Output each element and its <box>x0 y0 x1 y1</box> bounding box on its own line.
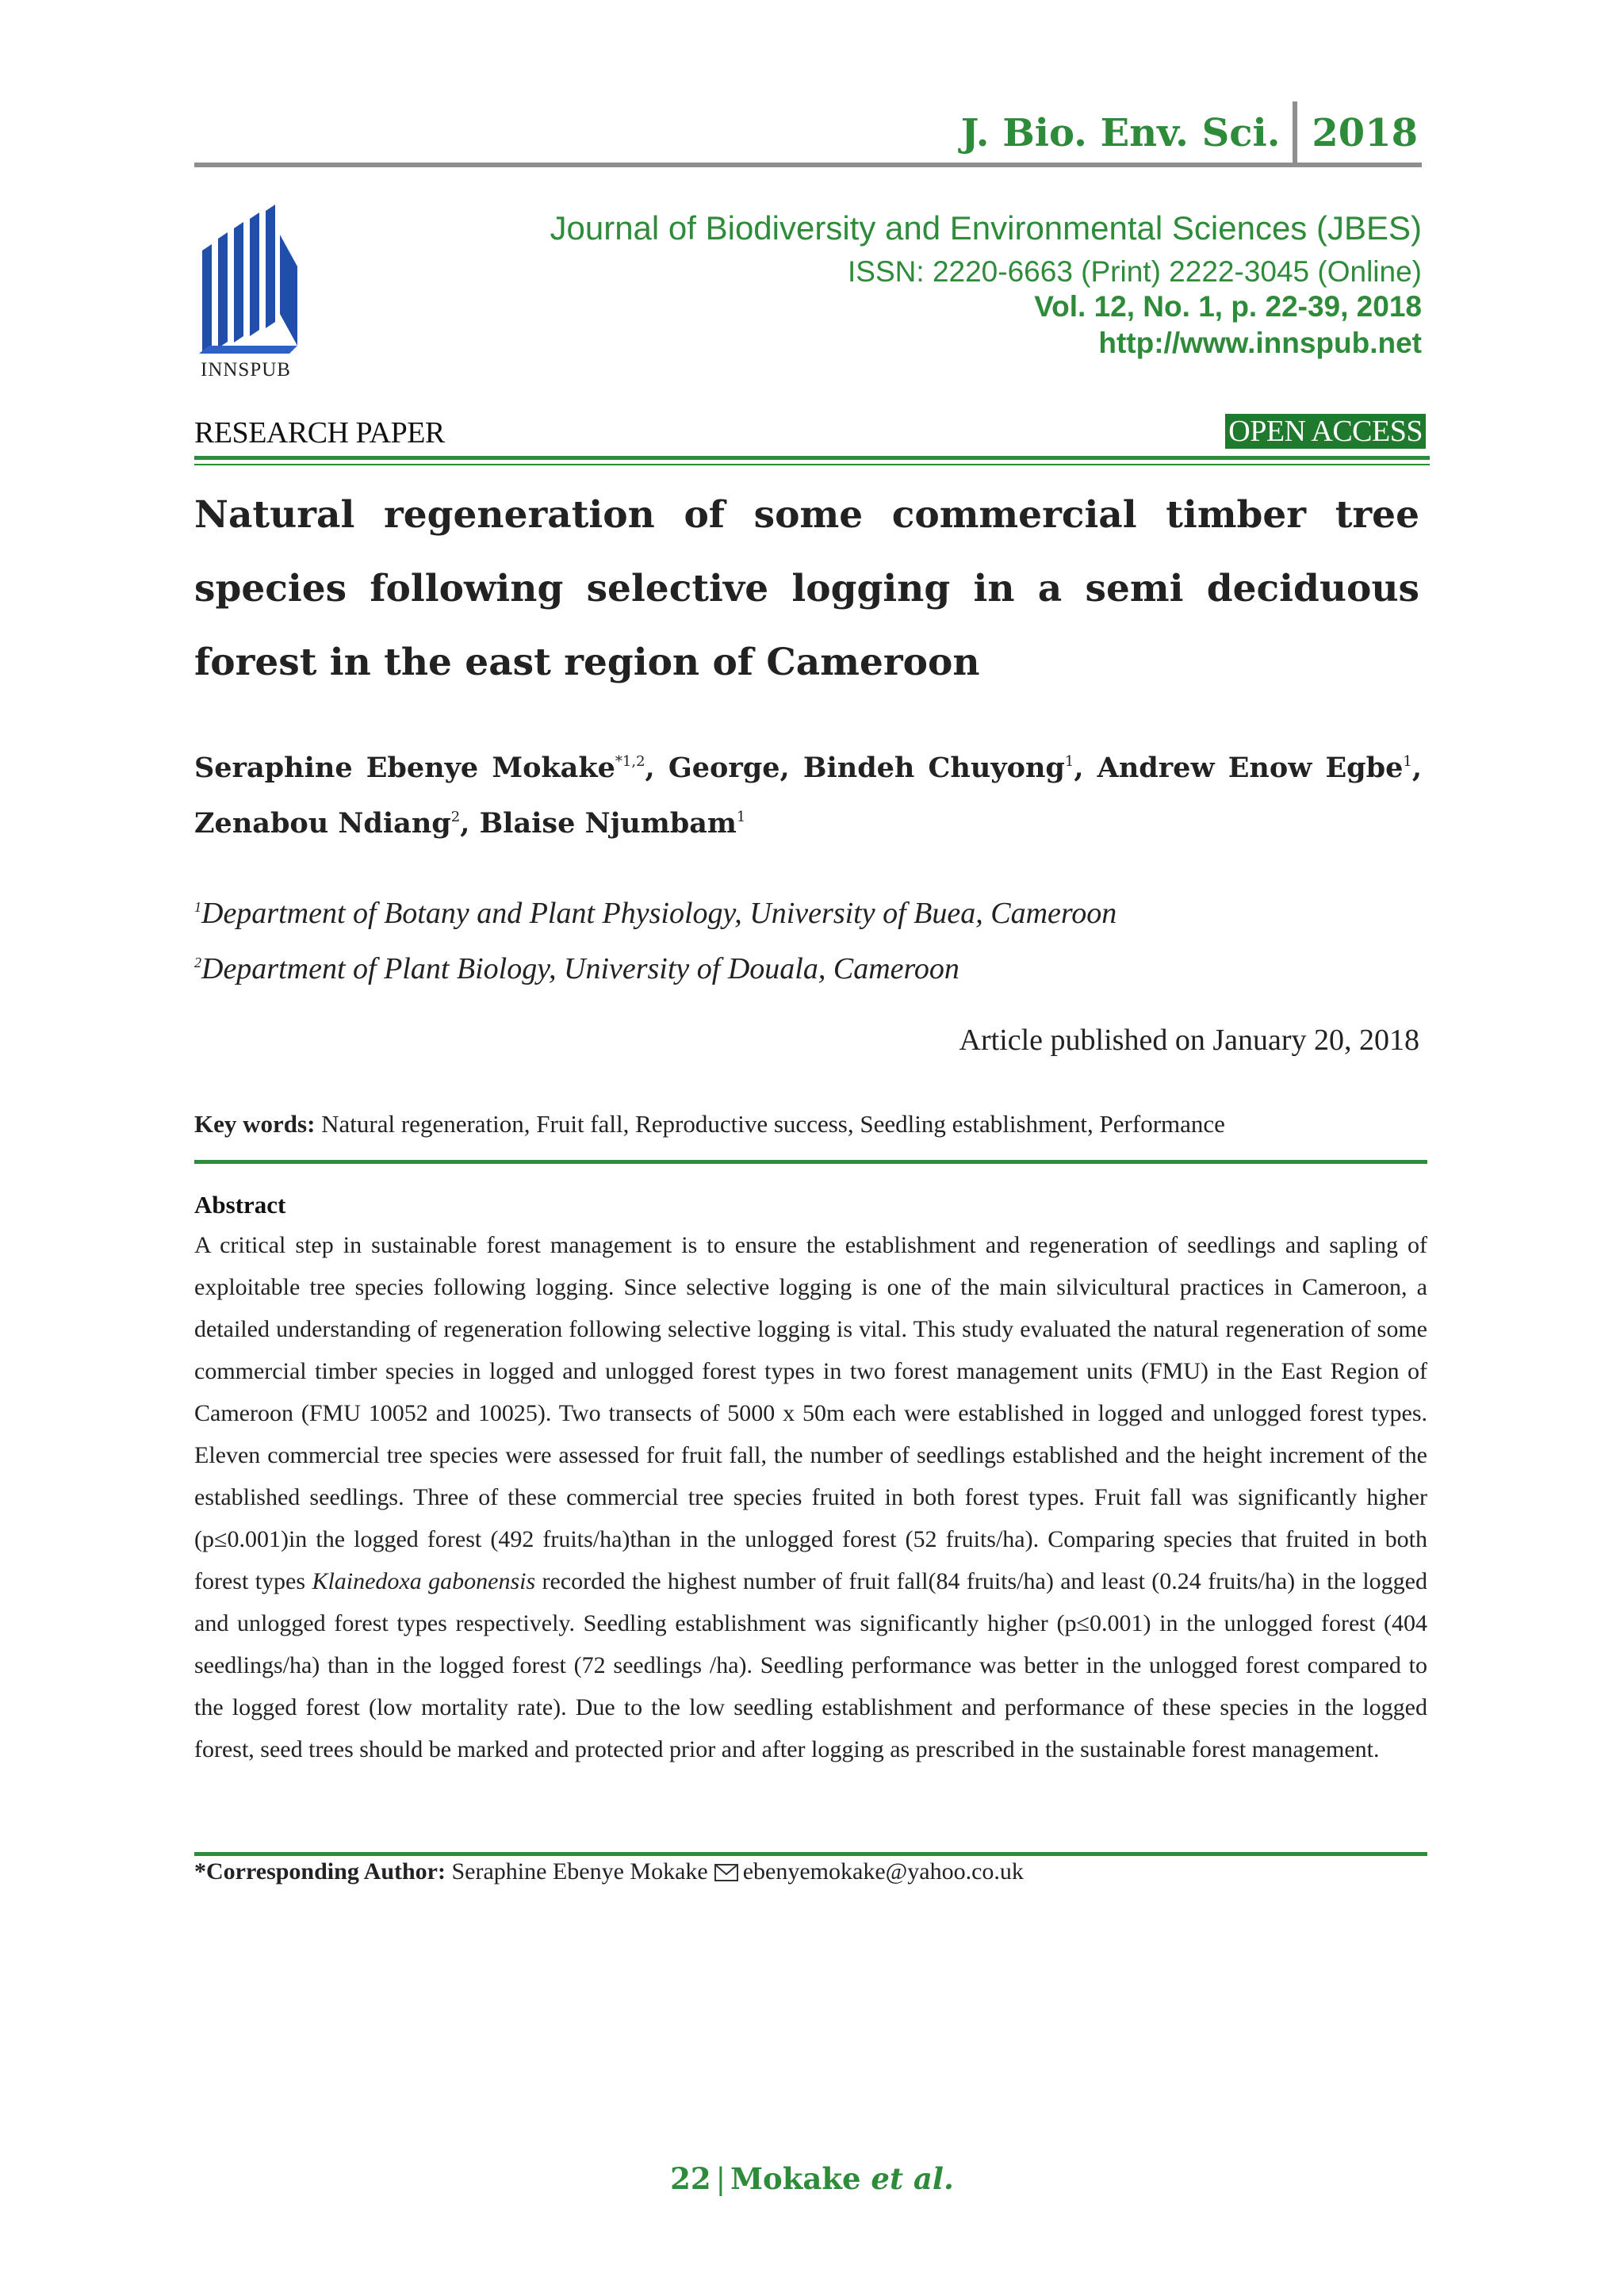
abstract-body <box>194 1224 1427 1770</box>
author-name: Zenabou Ndiang <box>194 807 451 840</box>
journal-name: Journal of Biodiversity and Environmental Sciences (JBES) <box>550 209 1422 247</box>
corresponding-email[interactable]: ebenyemokake@yahoo.co.uk <box>742 1858 1024 1885</box>
affiliation-text: Department of Botany and Plant Physiology, University of Buea, Cameroon <box>201 897 1117 930</box>
corresponding-author <box>194 1858 1024 1888</box>
abstract-rule <box>194 1852 1427 1856</box>
author-separator: , <box>460 807 480 840</box>
author-list <box>194 740 1422 851</box>
publication-date: Article published on January 20, 2018 <box>959 1024 1419 1057</box>
author-name: Andrew Enow Egbe <box>1097 752 1404 784</box>
running-header-journal: J. Bio. Env. Sci. <box>960 111 1281 155</box>
author-name: Blaise Njumbam <box>479 807 737 840</box>
footer-etal: et al. <box>871 2161 954 2196</box>
envelope-icon <box>714 1861 738 1888</box>
author-affiliation-mark: 1 <box>736 809 746 825</box>
abstract-heading: Abstract <box>194 1191 286 1219</box>
keywords <box>194 1110 1225 1138</box>
corresponding-star: * <box>194 1858 206 1885</box>
running-header <box>961 101 1418 165</box>
author-separator: , <box>1074 752 1097 784</box>
affiliation <box>194 951 959 986</box>
author <box>480 807 746 840</box>
running-header-year: 2018 <box>1293 101 1418 165</box>
author-name: George, Bindeh Chuyong <box>668 752 1065 784</box>
header-rule <box>194 163 1422 167</box>
author <box>194 752 668 784</box>
author-affiliation-mark: 2 <box>450 809 461 825</box>
journal-volume: Vol. 12, No. 1, p. 22-39, 2018 <box>1034 290 1422 323</box>
journal-issn: ISSN: 2220-6663 (Print) 2222-3045 (Online) <box>848 255 1422 288</box>
page-footer <box>0 2161 1624 2196</box>
author-affiliation-mark: *1,2 <box>615 753 645 770</box>
paper-type-label: RESEARCH PAPER <box>194 416 445 450</box>
open-access-badge: OPEN ACCESS <box>1225 414 1426 449</box>
footer-author: Mokake <box>730 2161 861 2196</box>
keywords-label: Key words: <box>194 1110 316 1138</box>
affiliation-number: 2 <box>194 955 201 970</box>
affiliation-text: Department of Plant Biology, University of Douala, Cameroon <box>201 952 959 985</box>
footer-separator: | <box>715 2162 726 2196</box>
author-separator: , <box>645 752 668 784</box>
innspub-book-icon <box>194 203 313 385</box>
corresponding-label: Corresponding Author: <box>206 1858 446 1885</box>
abstract-species-name: Klainedoxa gabonensis <box>312 1568 536 1594</box>
keywords-text: Natural regeneration, Fruit fall, Reproductive success, Seedling establishment, Performance <box>321 1110 1225 1138</box>
author-affiliation-mark: 1 <box>1064 753 1074 770</box>
author <box>194 807 480 840</box>
title-rule-thin <box>194 464 1430 465</box>
affiliation-number: 1 <box>194 899 201 915</box>
abstract-text: recorded the highest number of fruit fall(84 fruits/ha) and least (0.24 fruits/ha) in the logged and unlogged forest types respectively. Seedling establishment was significantly higher (p≤0.001) in the unlogged forest (404 seedlings/ha) than in the logged forest (72 seedlings /ha). Seedling performance was better in the unlogged forest compared to the logged forest (low mortality rate). Due to the low seedling establishment and performance of these species in the logged forest, seed trees should be marked and protected prior and after logging as prescribed in the sustainable forest management. <box>194 1568 1427 1762</box>
corresponding-name: Seraphine Ebenye Mokake <box>451 1858 708 1885</box>
author <box>668 752 1097 784</box>
author <box>1097 752 1422 784</box>
page-number: 22 <box>670 2161 711 2196</box>
journal-url[interactable]: http://www.innspub.net <box>1098 327 1422 359</box>
author-name: Seraphine Ebenye Mokake <box>194 752 615 784</box>
affiliation <box>194 896 1116 931</box>
abstract-text: A critical step in sustainable forest management is to ensure the establishment and regeneration of seedlings and sapling of exploitable tree species following logging. Since selective logging is one of the main silvicultural practices in Cameroon, a detailed understanding of regeneration following selective logging is vital. This study evaluated the natural regeneration of some commercial timber species in logged and unlogged forest types in two forest management units (FMU) in the East Region of Cameroon (FMU 10052 and 10025). Two transects of 5000 x 50m each were established in logged and unlogged forest types. Eleven commercial tree species were assessed for fruit fall, the number of seedlings established and the height increment of the established seedlings. Three of these commercial tree species fruited in both forest types. Fruit fall was significantly higher (p≤0.001)in the logged forest (492 fruits/ha)than in the unlogged forest (52 fruits/ha). Comparing species that fruited in both forest types <box>194 1232 1427 1594</box>
title-rule-thick <box>194 456 1430 460</box>
paper-title: Natural regeneration of some commercial timber tree species following selective logging in a semi deciduous forest in the east region of Cameroon <box>194 493 1419 684</box>
author-affiliation-mark: 1 <box>1403 753 1412 770</box>
logo-text: INNSPUB <box>201 359 291 381</box>
author-separator: , <box>1411 752 1422 784</box>
keywords-rule <box>194 1160 1427 1164</box>
